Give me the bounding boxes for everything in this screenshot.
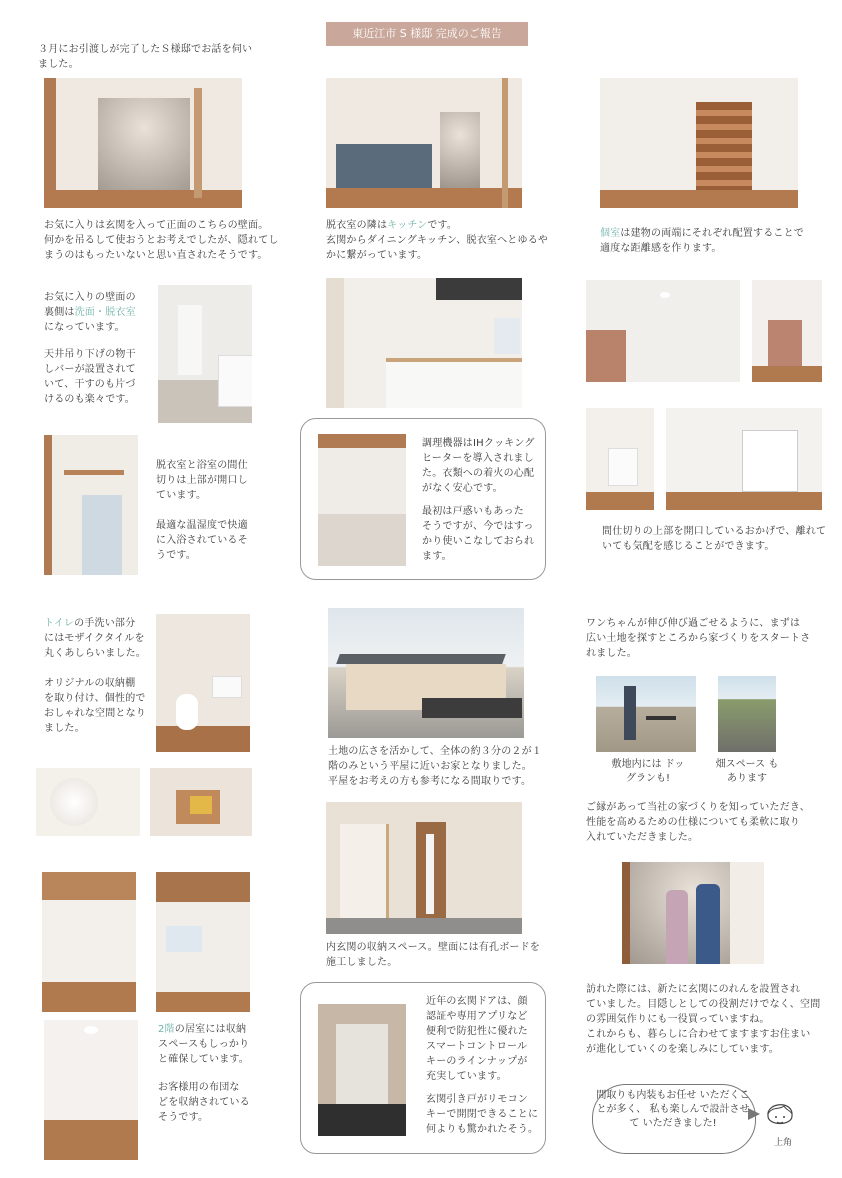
staff-name: 上角 xyxy=(773,1138,792,1148)
caption-garden: 畑スペース もあります xyxy=(715,759,779,784)
col3-text-1: 個室は建物の両端にそれぞれ配置することで 適度な距離感を作ります。 xyxy=(600,228,805,254)
col2-text-2: 土地の広さを活かして、全体の約３分の２が１ 階のみという平屋に近いお家となりました。 平屋をお考えの方も参考になる間取りです。 xyxy=(328,746,542,787)
photo-inner-entrance xyxy=(326,802,522,934)
col1-text-9: お客様用の布団な どを収納されている そうです。 xyxy=(158,1082,250,1123)
photo-room-ceiling xyxy=(586,280,740,382)
photo-dog-run xyxy=(596,676,696,752)
col3-text-4: ご縁があって当社の家づくりを知っていただき、 性能を高めるための仕様についても柔軟に取り 入れていただきました。 xyxy=(586,802,810,843)
col1-text-1: お気に入りは玄関を入って正面のこちらの壁面。 何かを吊るして使おうとお考えでしたが、隠れてし まうのはもったいないと思い直されたそうです。 xyxy=(44,220,279,261)
photo-room-window xyxy=(586,408,654,510)
photo-room-accent-wall xyxy=(752,280,822,382)
photo-kitchen xyxy=(326,278,522,408)
photo-entrance-door xyxy=(318,1004,406,1136)
col2-box2-text-2: 玄関引き戸がリモコン キーで開閉できることに 何よりも驚かれたそう。 xyxy=(426,1094,539,1135)
col3-text-5: 訪れた際には、新たに玄関にのれんを設置され ていました。目隠しとしての役割だけでなく、空間 の雰囲気作りにも一役買っていますね。 これからも、暮らしに合わせてますますお住まい が進化していくのを楽しみにしています。 xyxy=(586,984,821,1055)
col1-text-8: 2階の居室には収納 スペースもしっかり と確保しています。 xyxy=(158,1024,250,1065)
staff-avatar-icon xyxy=(762,1096,798,1136)
photo-garden xyxy=(718,676,776,752)
col1-text-6: トイレの手洗い部分 にはモザイクタイルを 丸くあしらいました。 xyxy=(44,618,146,659)
speech-bubble-text: 間取りも内装もお任せ いただくことが多く、 私も楽しんで設計させて いただきました! xyxy=(596,1090,750,1129)
photo-exterior xyxy=(328,608,524,738)
photo-private-room-stairs xyxy=(600,78,798,208)
col2-box2-text-1: 近年の玄関ドアは、顔 認証や専用アプリなど 便利で防犯性に優れた スマートコントロール キーのラインナップが 充実しています。 xyxy=(426,996,528,1082)
photo-washroom xyxy=(158,285,252,423)
col2-text-3: 内玄関の収納スペース。壁面には有孔ボードを 施工しました。 xyxy=(326,942,540,968)
page-title: 東近江市 S 様邸 完成のご報告 xyxy=(326,22,528,46)
col1-text-5: 最適な温湿度で快適 に入浴されているそ うです。 xyxy=(156,520,248,561)
col2-text-1: 脱衣室の隣はキッチンです。 玄関からダイニングキッチン、脱衣室へとゆるや かに繋がっています。 xyxy=(326,220,549,261)
photo-room-closet xyxy=(666,408,822,510)
col3-text-3: ワンちゃんが伸び伸び過ごせるように、まずは 広い土地を探すところから家づくりをスタートさ れました。 xyxy=(586,618,811,659)
photo-2f-room-b xyxy=(156,872,250,1012)
col2-box1-text-2: 最初は戸惑いもあった そうですが、今ではすっ かり使いこなしておられ ます。 xyxy=(422,506,535,562)
col1-text-2: お気に入りの壁面の 裏側は洗面・脱衣室 になっています。 xyxy=(44,292,136,333)
caption-dog-run: 敷地内には ドッグランも! xyxy=(611,759,685,784)
col2-box1-text-1: 調理機器はIHクッキング ヒーターを導入されまし た。衣類への着火の心配 がなく安心です。 xyxy=(422,438,535,494)
photo-2f-room-c xyxy=(44,1020,138,1160)
intro-text: ３月にお引渡しが完了したＳ様邸でお話を伺い ました。 xyxy=(38,44,253,70)
photo-mosaic-tile xyxy=(36,768,140,836)
photo-2f-room-a xyxy=(42,872,136,1012)
photo-owners xyxy=(622,862,764,964)
col3-text-2: 間仕切りの上部を開口しているおかげで、離れて いても気配を感じることができます。 xyxy=(602,526,827,552)
col1-text-4: 脱衣室と浴室の間仕 切りは上部が開口し ています。 xyxy=(156,460,248,501)
photo-entrance-wall xyxy=(44,78,242,208)
photo-dining-kitchen xyxy=(326,78,522,208)
photo-toilet xyxy=(156,614,250,752)
photo-storage-shelf xyxy=(150,768,252,836)
photo-ih-kitchen xyxy=(318,434,406,566)
photo-bath-partition xyxy=(44,435,138,575)
col1-text-3: 天井吊り下げの物干 しバーが設置されて いて、干すのも片づ けるのも楽々です。 xyxy=(44,349,136,405)
col1-text-7: オリジナルの収納棚 を取り付け、個性的で おしゃれな空間となり ました。 xyxy=(44,678,146,734)
